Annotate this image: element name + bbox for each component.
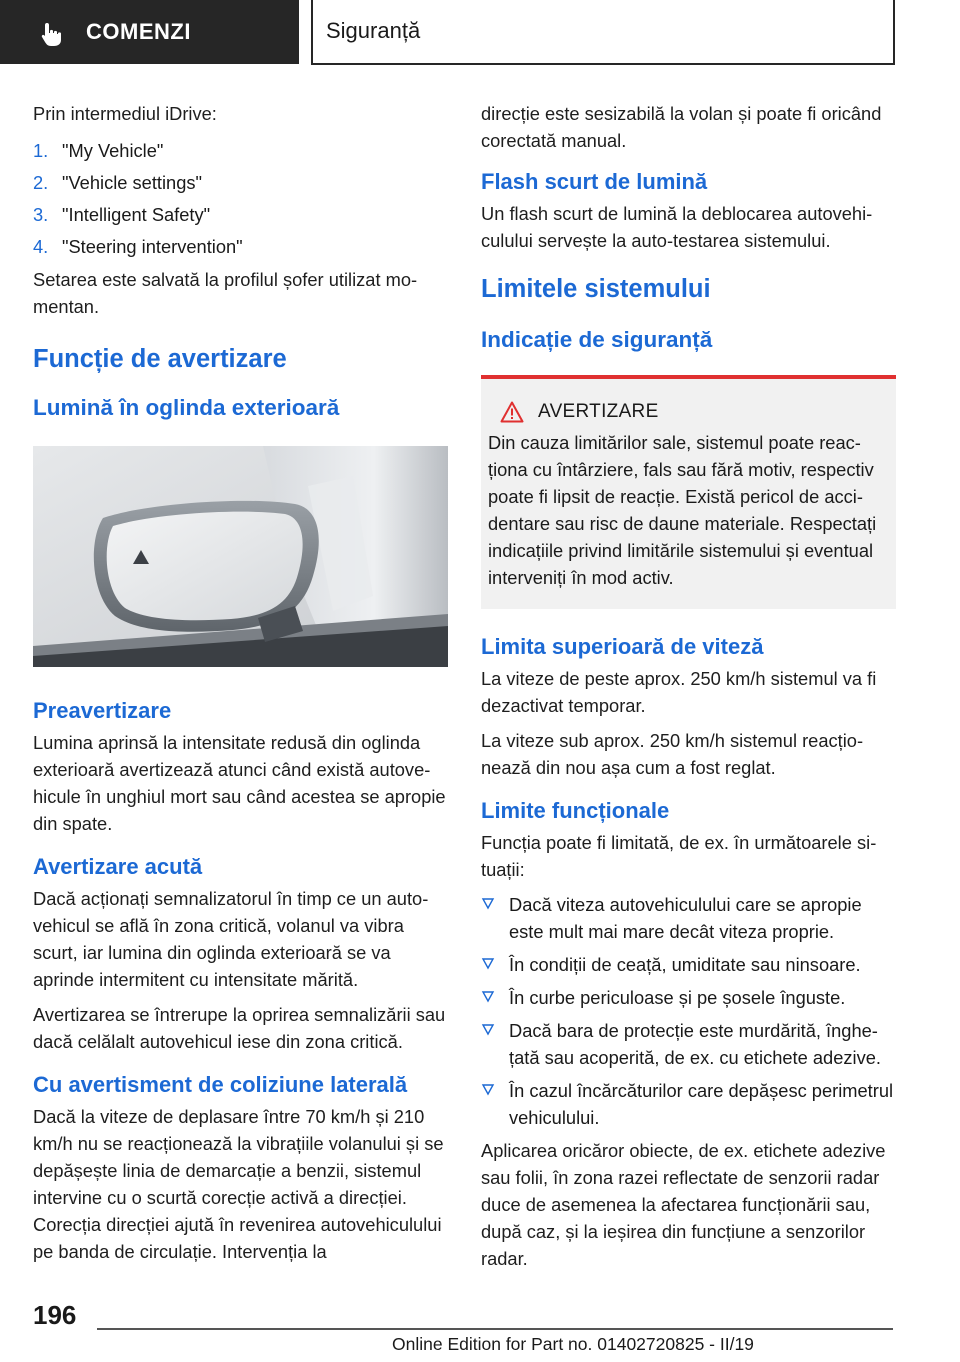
warning-header (500, 401, 888, 423)
warning-title: AVERTIZARE (538, 401, 659, 422)
step-number: 2. (33, 172, 49, 193)
step-item (33, 231, 448, 263)
step-text: "Intelligent Safety" (62, 204, 211, 225)
limitations-list (481, 891, 896, 1131)
hand-pointer-icon (38, 20, 66, 48)
acute-warning-text-2: Avertizarea se întrerupe la oprirea semnalizării sau dacă celălalt autovehicul iese din zona critică. (33, 1004, 446, 1052)
heading-system-limits: Limitele sistemului (481, 275, 711, 303)
step-text: "My Vehicle" (62, 140, 164, 161)
heading-lateral-collision: Cu avertisment de coliziune laterală (33, 1072, 408, 1097)
heading-light-flash: Flash scurt de lumină (481, 169, 708, 194)
prewarning-text: Lumina aprinsă la intensitate redusă din oglinda exterioară avertizează atunci când există autovehicule în unghiul mort sau când acestea se apropie din spate. (33, 732, 446, 834)
commands-label: COMENZI (86, 19, 191, 44)
heading-acute-warning: Avertizare acută (33, 854, 203, 879)
section-title: Siguranță (326, 18, 421, 43)
list-item-text: Dacă viteza autovehiculului care se apropie este mult mai mare decât viteza proprie. (509, 894, 862, 942)
side-mirror-image (33, 446, 448, 667)
page-number: 196 (33, 1300, 77, 1330)
step-text: "Steering intervention" (62, 236, 243, 257)
edition-info: Online Edition for Part no. 01402720825 - II/19 (392, 1334, 754, 1354)
bullet-triangle-icon (481, 1082, 495, 1096)
heading-functional-limits: Limite funcționale (481, 798, 670, 823)
intro-text: Prin intermediul iDrive: (33, 103, 217, 124)
step-text: "Vehicle settings" (62, 172, 203, 193)
list-item-text: În cazul încărcăturilor care depășesc perimetrul vehiculului. (509, 1080, 894, 1128)
continued-text: direcție este sesizabilă la volan și poate fi oricând corectată manual. (481, 103, 882, 151)
list-item (481, 1077, 896, 1131)
heading-mirror-light: Lumină în oglinda exterioară (33, 395, 340, 420)
header-right-border (893, 0, 895, 64)
heading-safety-note: Indicație de siguranță (481, 327, 713, 352)
step-number: 1. (33, 140, 49, 161)
light-flash-text: Un flash scurt de lumină la deblocarea autovehiculului servește la auto-testarea sistemului. (481, 203, 873, 251)
list-item (481, 951, 896, 978)
bullet-triangle-icon (481, 1022, 495, 1036)
bullet-triangle-icon (481, 989, 495, 1003)
step-number: 3. (33, 204, 49, 225)
list-item (481, 891, 896, 945)
speed-limit-text-1: La viteze de peste aprox. 250 km/h sistemul va fi dezactivat temporar. (481, 668, 877, 716)
mirror-illustration (33, 446, 448, 667)
radar-note-text: Aplicarea oricăror obiecte, de ex. etichete adezive sau folii, în zona razei reflectate de senzorii radar duce de asemenea la afectarea funcționării sau, după caz, și la ieșirea din funcțiune a senzorilor radar. (481, 1140, 886, 1269)
lateral-collision-text: Dacă la viteze de deplasare între 70 km/h și 210 km/h nu se reacționează la vibrațiile volanului și se depășește linia de demarcație a benzii, sistemul intervine cu o scurtă corecție activă a direcției. Corecția direcției ajută în revenirea autovehiculului pe banda de circulație. Intervenția la (33, 1106, 444, 1262)
acute-warning-text-1: Dacă acționați semnalizatorul în timp ce un autovehicul se află în zona critică, volanul va vibra scurt, iar lumina din oglinda exterioară se va aprinde intermitent cu intensitate mărită. (33, 888, 429, 990)
speed-limit-text-2: La viteze sub aprox. 250 km/h sistemul reacționează din nou așa cum a fost reglat. (481, 730, 864, 778)
list-item-text: Dacă bara de protecție este murdărită, înghețată sau acoperită, de ex. cu etichete adezive. (509, 1020, 881, 1068)
idrive-steps (33, 135, 448, 263)
list-item-text: În condiții de ceață, umiditate sau ninsoare. (509, 954, 861, 975)
list-item (481, 984, 896, 1011)
right-column (481, 100, 896, 1280)
header-divider (311, 0, 313, 64)
footer-divider (97, 1328, 893, 1330)
step-item (33, 199, 448, 231)
heading-speed-limit: Limita superioară de viteză (481, 634, 764, 659)
list-item-text: În curbe periculoase și pe șosele înguste. (509, 987, 846, 1008)
warning-text: Din cauza limitărilor sale, sistemul poate reacționa cu întârziere, fals sau fără motiv, respectiv poate fi lipsit de reacție. Există pericol de accidentare sau risc de daune materiale. Respectați indicațiile privind limitările sistemului și eventual interveniți în mod activ. (488, 432, 877, 588)
warning-box (481, 375, 896, 609)
step-number: 4. (33, 236, 49, 257)
header-underline (311, 63, 895, 65)
step-item (33, 167, 448, 199)
warning-triangle-icon (500, 401, 524, 423)
commands-button[interactable] (0, 0, 299, 64)
list-item (481, 1017, 896, 1071)
heading-prewarning: Preavertizare (33, 698, 172, 723)
saved-note: Setarea este salvată la profilul șofer utilizat momentan. (33, 269, 418, 317)
left-column (33, 100, 448, 1273)
heading-warning-function: Funcție de avertizare (33, 345, 287, 373)
page-header (0, 0, 960, 66)
functional-limits-text: Funcția poate fi limitată, de ex. în următoarele situații: (481, 832, 877, 880)
step-item (33, 135, 448, 167)
bullet-triangle-icon (481, 896, 495, 910)
bullet-triangle-icon (481, 956, 495, 970)
